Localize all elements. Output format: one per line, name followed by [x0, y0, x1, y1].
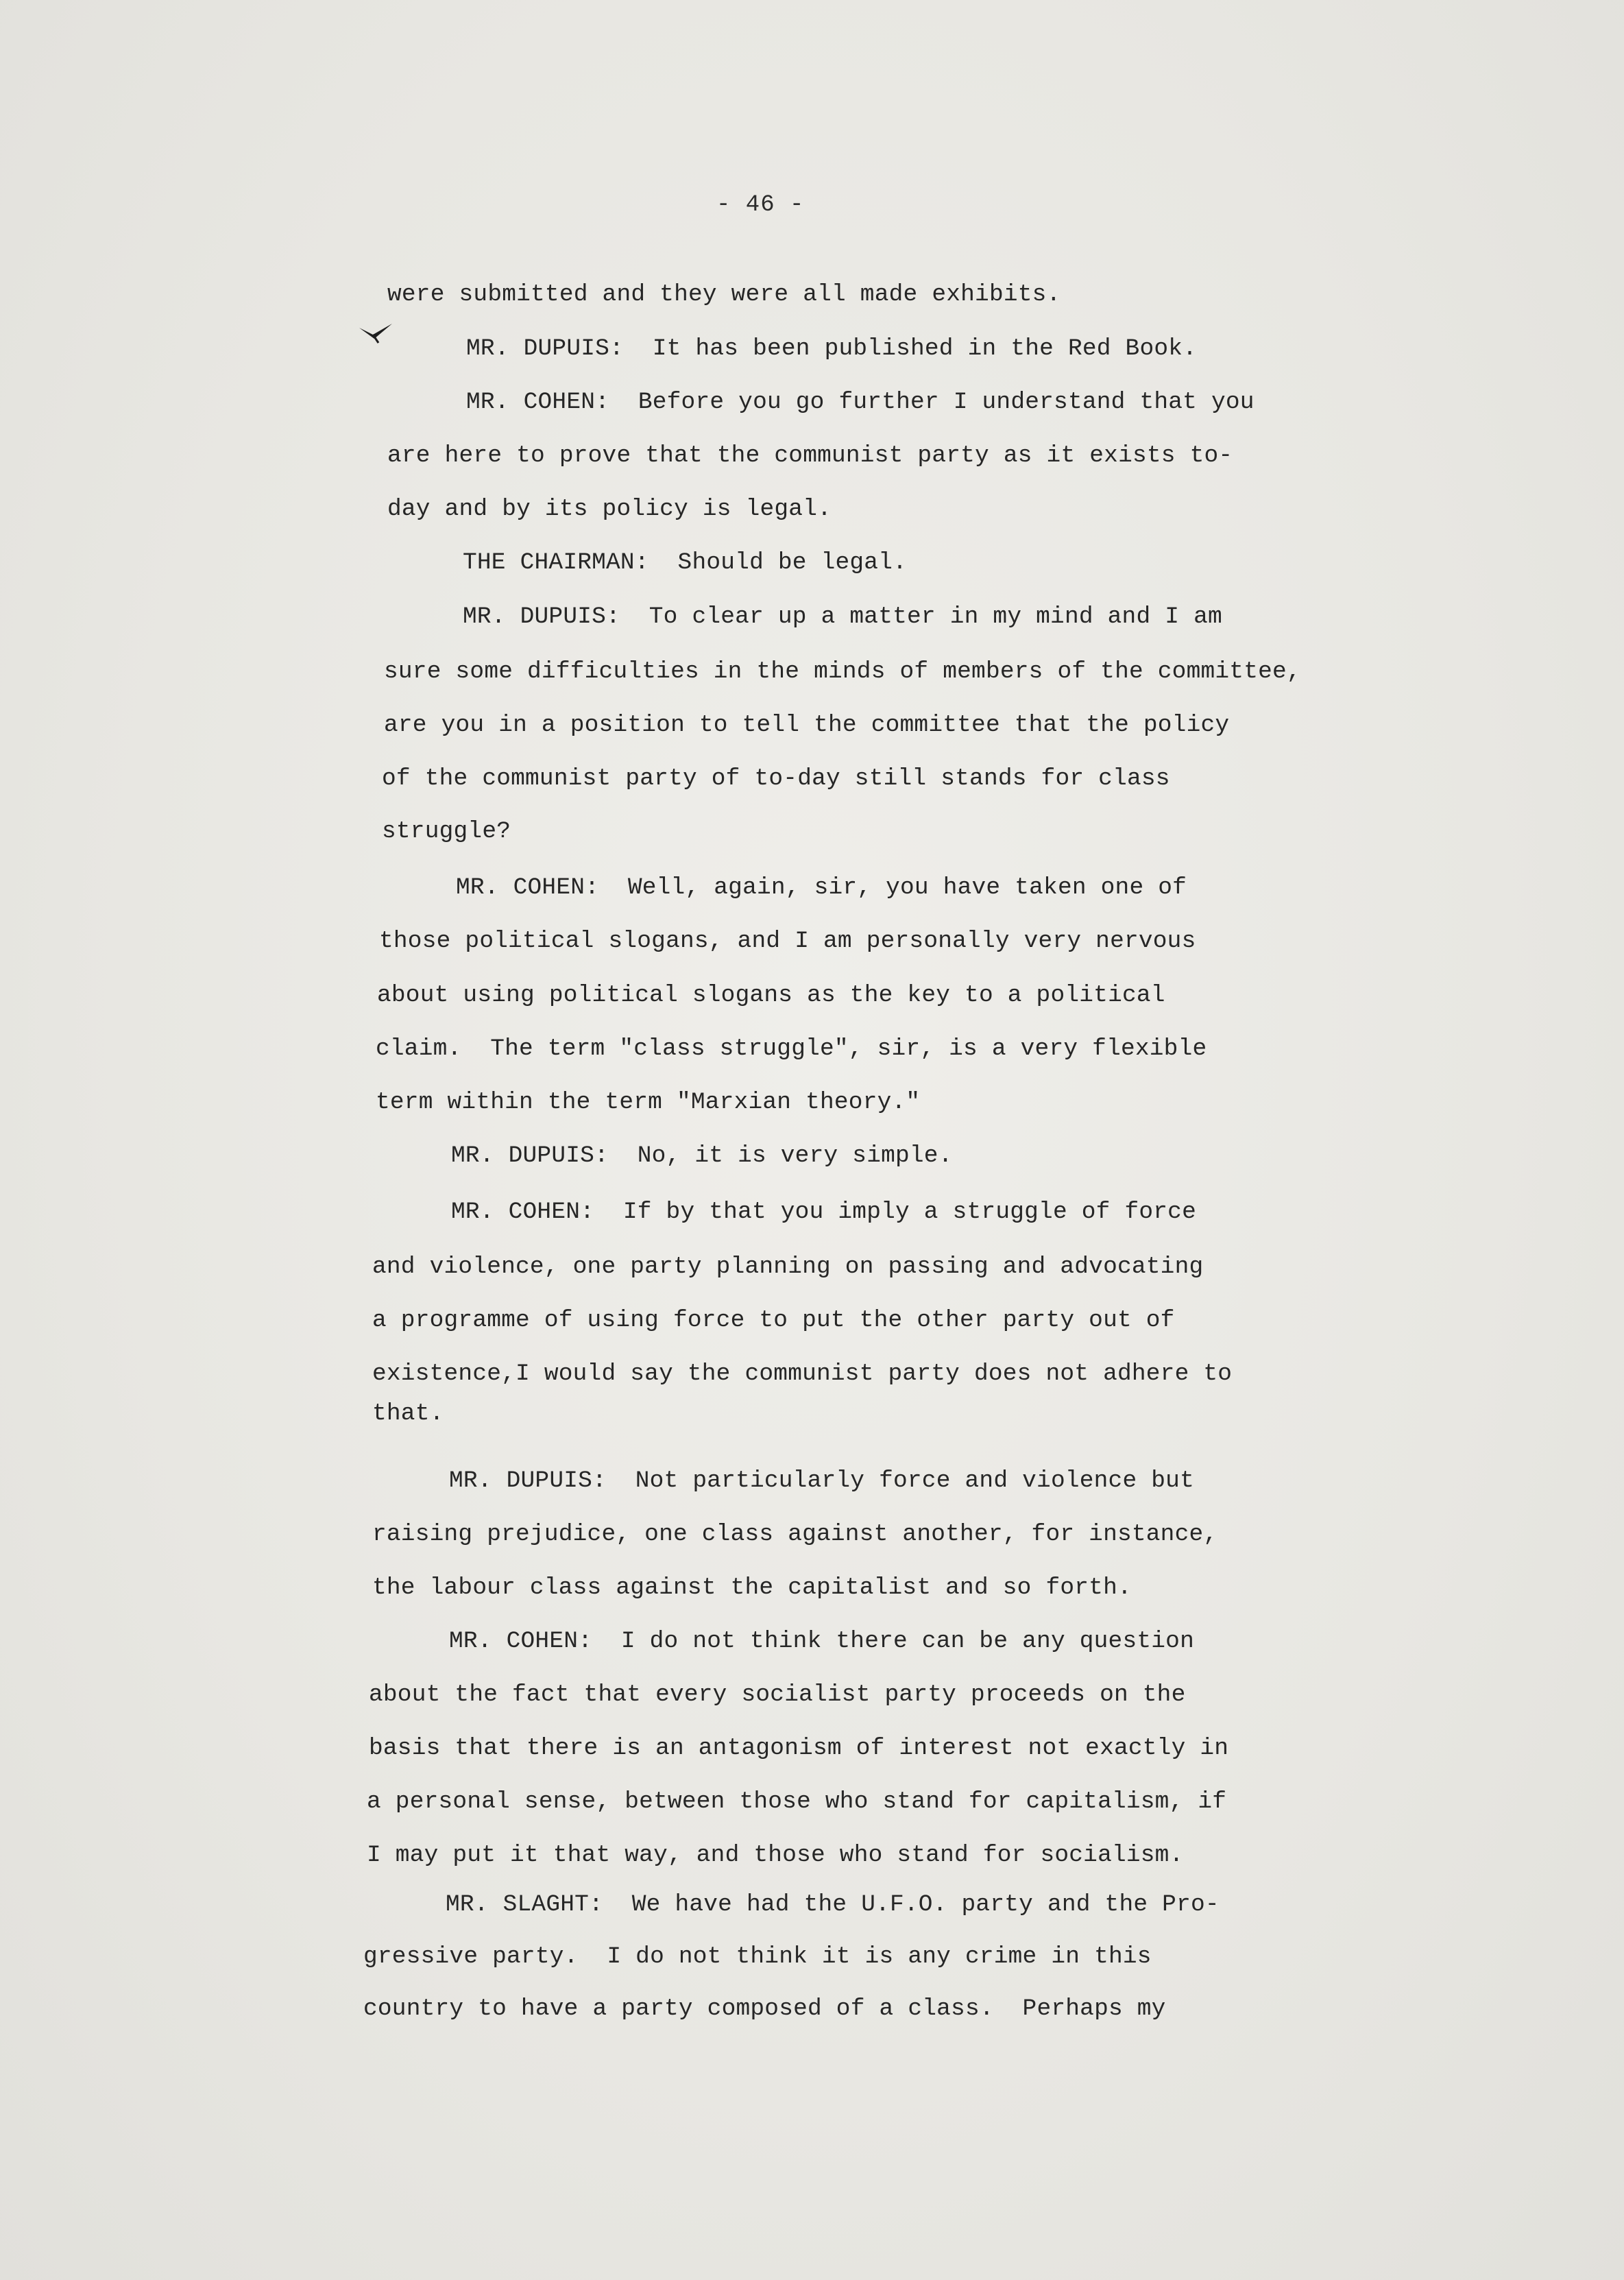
page-number: - 46 - — [716, 192, 805, 218]
text-line: existence,I would say the communist party does not adhere to — [372, 1360, 1233, 1387]
text-line: MR. COHEN: Before you go further I understand that you — [466, 389, 1255, 416]
text-line: country to have a party composed of a class. Perhaps my — [363, 1995, 1166, 2022]
text-line: are here to prove that the communist party as it exists to- — [387, 442, 1233, 469]
text-line: claim. The term "class struggle", sir, is a very flexible — [376, 1035, 1207, 1062]
text-line: I may put it that way, and those who stand for socialism. — [367, 1842, 1184, 1869]
text-line: a programme of using force to put the other party out of — [372, 1307, 1175, 1334]
text-line: struggle? — [382, 818, 511, 845]
text-line: the labour class against the capitalist and so forth. — [372, 1574, 1132, 1601]
text-line: about using political slogans as the key to a political — [377, 982, 1165, 1009]
text-line: MR. SLAGHT: We have had the U.F.O. party and the Pro- — [446, 1891, 1220, 1918]
text-line: MR. COHEN: I do not think there can be any question — [449, 1628, 1194, 1655]
text-line: gressive party. I do not think it is any crime in this — [363, 1943, 1152, 1970]
text-line: MR. DUPUIS: To clear up a matter in my mind and I am — [463, 603, 1222, 630]
text-line: about the fact that every socialist party proceeds on the — [369, 1681, 1186, 1708]
text-line: and violence, one party planning on passing and advocating — [372, 1253, 1204, 1280]
text-line: MR. COHEN: If by that you imply a struggle of force — [451, 1199, 1196, 1225]
text-line: MR. COHEN: Well, again, sir, you have taken one of — [456, 874, 1187, 901]
text-line: term within the term "Marxian theory." — [376, 1089, 921, 1116]
text-line: MR. DUPUIS: It has been published in the Red Book. — [466, 335, 1198, 362]
text-line: were submitted and they were all made exhibits. — [387, 281, 1061, 308]
text-line: those political slogans, and I am personally very nervous — [379, 928, 1196, 955]
text-line: MR. DUPUIS: No, it is very simple. — [451, 1142, 953, 1169]
text-line: basis that there is an antagonism of interest not exactly in — [369, 1735, 1229, 1762]
text-line: MR. DUPUIS: Not particularly force and violence but — [449, 1467, 1194, 1494]
text-line: a personal sense, between those who stand for capitalism, if — [367, 1788, 1227, 1815]
text-line: day and by its policy is legal. — [387, 496, 832, 523]
text-line: that. — [372, 1400, 444, 1427]
text-line: THE CHAIRMAN: Should be legal. — [463, 549, 908, 576]
text-line: sure some difficulties in the minds of members of the committee, — [384, 658, 1301, 685]
text-line: of the communist party of to-day still stands for class — [382, 765, 1170, 792]
text-line: are you in a position to tell the committee that the policy — [384, 712, 1230, 739]
text-line: raising prejudice, one class against another, for instance, — [372, 1521, 1218, 1548]
